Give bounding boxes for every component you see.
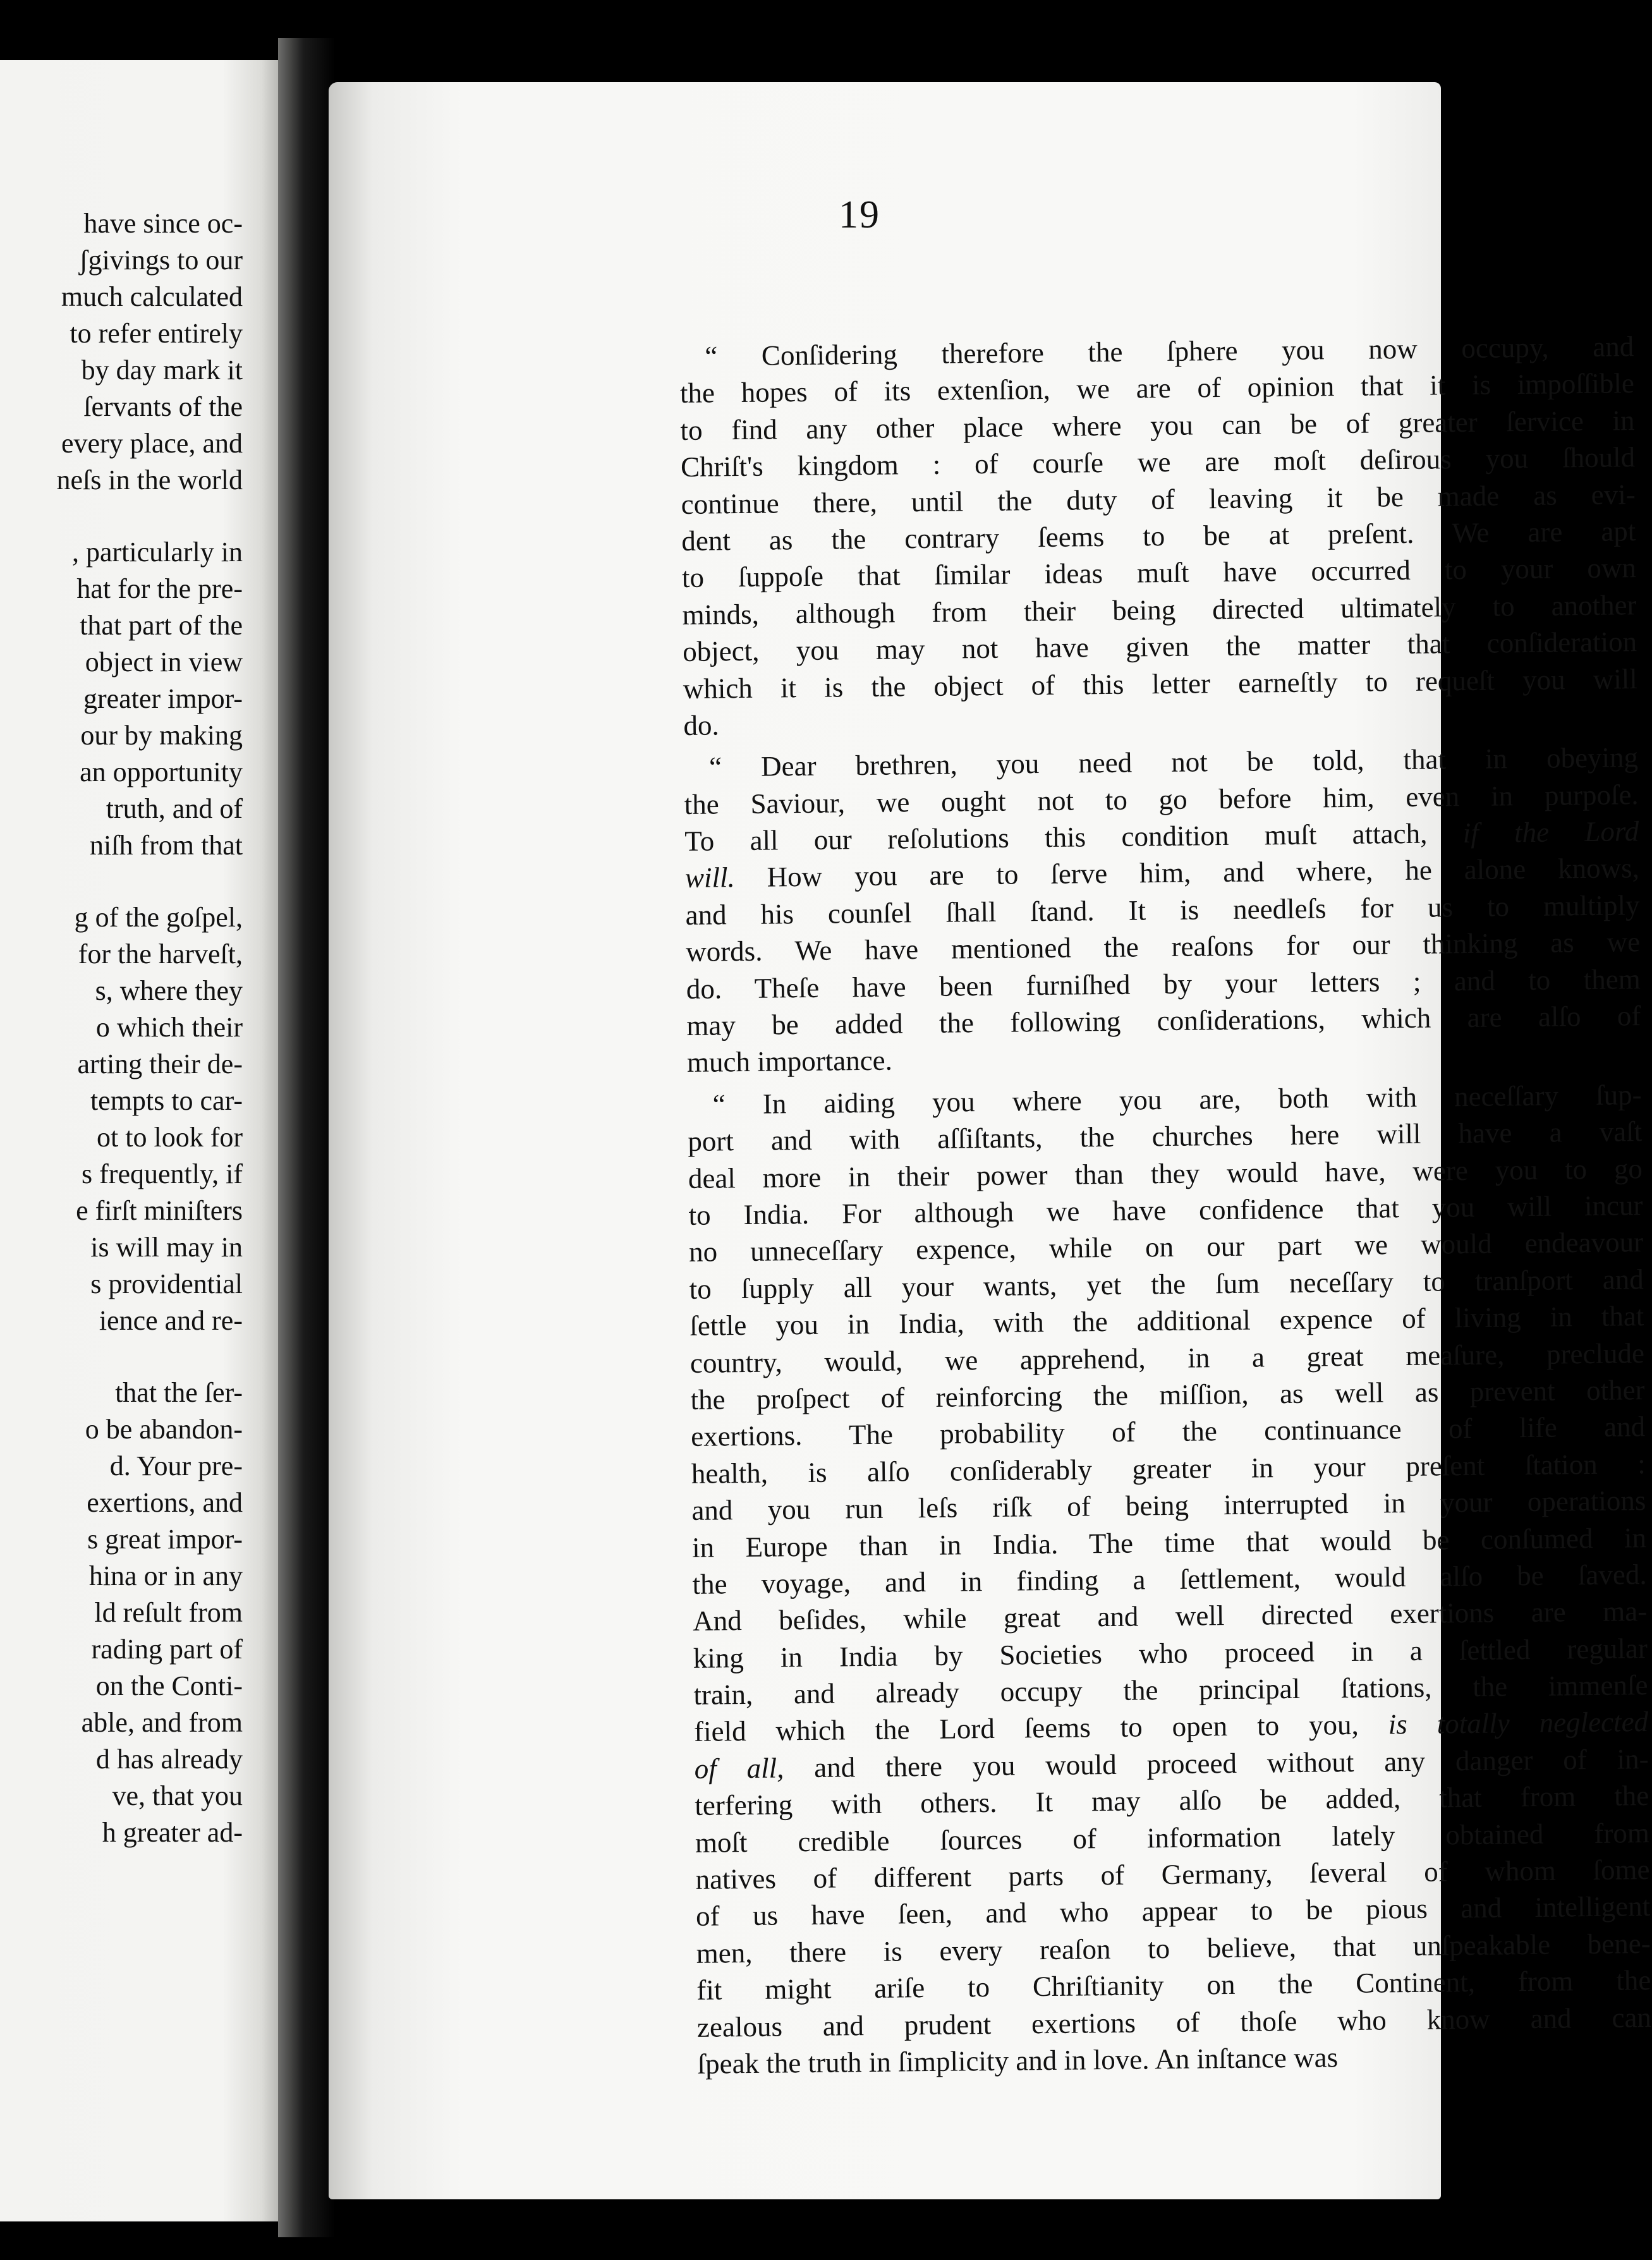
left-text-line: ſervants of the xyxy=(83,391,243,422)
left-text-line: have since oc- xyxy=(83,208,243,239)
paragraph xyxy=(679,328,1638,744)
text-line: ſettle you in India, with the additional expence of living in that xyxy=(689,1300,1644,1342)
left-text-line: is will may in xyxy=(90,1232,243,1263)
text-line: to find any other place where you can be of greater ſervice in xyxy=(680,404,1635,446)
left-paragraph-gap xyxy=(0,1339,243,1375)
text-line: of all, and there you would proceed without any danger of in- xyxy=(694,1742,1649,1785)
text-line: words. We have mentioned the reaſons for our thinking as we xyxy=(685,926,1641,968)
text-line: health, is alſo conſiderably greater in your preſent ſtation : xyxy=(691,1447,1646,1490)
text-line: Chriſt's kingdom : of courſe we are moſt deſirous you ſhould xyxy=(680,441,1636,483)
text-line: do. xyxy=(683,709,719,741)
text-line: in Europe than in India. The time that would be conſumed in xyxy=(691,1521,1647,1564)
left-text-line: ience and re- xyxy=(99,1305,243,1336)
text-line: do. Theſe have been furniſhed by your letters ; and to them xyxy=(686,963,1641,1005)
page-number: 19 xyxy=(839,193,880,236)
text-line: of us have ſeen, and who appear to be pious and intelligent xyxy=(695,1890,1651,1933)
text-line: “ Conſidering therefore the ſphere you now occupy, and xyxy=(705,331,1634,372)
left-text-line: g of the goſpel, xyxy=(74,902,243,933)
left-text-line: to refer entirely xyxy=(70,318,243,349)
text-line: country, would, we apprehend, in a great meaſure, preclude xyxy=(689,1337,1645,1379)
text-line: to ſupply all your wants, yet the ſum neceſſary to tranſport and xyxy=(689,1263,1644,1305)
text-line: fit might ariſe to Chriſtianity on the Continent, from the xyxy=(696,1964,1651,2007)
left-text-line: object in view xyxy=(85,647,243,677)
left-text-line: for the harveſt, xyxy=(78,939,243,969)
left-text-line: hina or in any xyxy=(88,1560,243,1591)
text-line: And beſides, while great and well directed exertions are ma- xyxy=(692,1595,1648,1637)
text-line: port and with aſſiſtants, the churches here will have a vaſt xyxy=(688,1115,1643,1158)
left-text-line: that the ſer- xyxy=(115,1377,243,1408)
text-line: minds, although from their being directed ultimately to another xyxy=(682,588,1637,631)
text-line: train, and already occupy the principal ſtations, the immenſe xyxy=(693,1669,1648,1711)
left-text-line: every place, and xyxy=(61,428,243,459)
left-text-line: o which their xyxy=(95,1012,243,1043)
left-text-line: rading part of xyxy=(91,1634,243,1665)
left-text-line: able, and from xyxy=(81,1707,243,1738)
left-text-line: d has already xyxy=(95,1744,243,1775)
left-text-line: ʃgivings to our xyxy=(78,245,243,276)
text-line: natives of different parts of Germany, ſeveral of whom ſome xyxy=(695,1854,1650,1895)
book-gutter xyxy=(278,38,335,2237)
text-line: no unneceſſary expence, while on our part we would endeavour xyxy=(688,1226,1644,1268)
text-line: and his counſel ſhall ſtand. It is needleſs for us to multiply xyxy=(685,889,1640,931)
left-text-line: arting their de- xyxy=(77,1048,243,1079)
text-line: moſt credible ſources of information lately obtained from xyxy=(695,1816,1650,1859)
left-page-text xyxy=(0,205,243,1851)
text-line: men, there is every reaſon to believe, that unſpeakable bene- xyxy=(696,1927,1651,1969)
left-text-line: e firſt miniſters xyxy=(76,1195,243,1226)
left-text-line: niſh from that xyxy=(90,830,243,861)
text-line: ſpeak the truth in ſimplicity and in love. An inſtance was xyxy=(697,2041,1339,2080)
text-line: “ In aiding you where you are, both with neceſſary ſup- xyxy=(712,1078,1642,1121)
left-text-line: greater impor- xyxy=(83,683,243,714)
left-text-line: s providential xyxy=(90,1268,243,1299)
text-line: To all our reſolutions this condition muſt attach, if the Lord xyxy=(684,815,1639,858)
text-line: the Saviour, we ought not to go before him, even in purpoſe. xyxy=(684,778,1639,820)
text-line: to ſuppoſe that ſimilar ideas muſt have occurred to your own xyxy=(681,552,1637,594)
text-line: terfering with others. It may alſo be added, that from the xyxy=(695,1780,1649,1822)
text-line: the hopes of its extenſion, we are of opinion that it is impoſſible xyxy=(679,367,1635,410)
text-line: zealous and prudent exertions of thoſe who know and can xyxy=(696,2001,1652,2043)
text-line: field which the Lord ſeems to open to you, is totally neglected xyxy=(693,1706,1649,1748)
text-line: may be added the following conſiderations, which are alſo of xyxy=(686,1000,1641,1042)
text-line: dent as the contrary ſeems to be at preſent. We are apt xyxy=(681,515,1636,557)
text-line: continue there, until the duty of leaving it be made as evi- xyxy=(681,478,1636,520)
left-text-line: o be abandon- xyxy=(85,1414,243,1445)
left-text-line: ve, that you xyxy=(112,1780,243,1811)
text-line: the voyage, and in finding a ſettlement, would alſo be ſaved. xyxy=(692,1558,1647,1600)
left-text-line: by day mark it xyxy=(81,355,243,386)
text-line: the proſpect of reinforcing the miſſion, as well as prevent other xyxy=(690,1374,1645,1416)
text-line: and you run leſs riſk of being interrupted in your operations xyxy=(691,1485,1646,1527)
paragraph xyxy=(684,739,1641,1081)
text-line: king in India by Societies who proceed in a ſettled regular xyxy=(693,1632,1648,1674)
left-text-line: ot to look for xyxy=(97,1122,243,1153)
left-paragraph-gap xyxy=(0,864,243,899)
text-line: will. How you are to ſerve him, and where, he alone knows, xyxy=(684,852,1640,894)
left-text-line: our by making xyxy=(80,720,243,751)
text-line: to India. For although we have confidence that you will incur xyxy=(688,1189,1643,1231)
left-page xyxy=(0,60,278,2221)
left-text-line: h greater ad- xyxy=(102,1817,243,1848)
left-text-line: s great impor- xyxy=(87,1524,243,1555)
left-text-line: s, where they xyxy=(95,975,243,1006)
left-text-line: , particularly in xyxy=(71,537,243,568)
text-line: much importance. xyxy=(686,1044,893,1079)
left-paragraph-gap xyxy=(0,499,243,534)
text-line: deal more in their power than they would have, were you to go xyxy=(688,1152,1643,1194)
text-line: which it is the object of this letter earneſtly to requeſt you will xyxy=(683,662,1637,705)
left-text-line: d. Your pre- xyxy=(109,1450,243,1481)
left-text-line: ld reſult from xyxy=(94,1597,243,1628)
left-text-line: tempts to car- xyxy=(90,1085,243,1116)
text-line: “ Dear brethren, you need not be told, that in obeying xyxy=(708,741,1639,783)
left-text-line: much calculated xyxy=(61,281,243,312)
left-text-line: neſs in the world xyxy=(56,465,243,495)
left-text-line: exertions, and xyxy=(87,1487,243,1518)
left-text-line: hat for the pre- xyxy=(76,573,243,604)
left-text-line: truth, and of xyxy=(106,793,243,824)
text-line: exertions. The probability of the continuance of life and xyxy=(690,1411,1646,1453)
text-line: object, you may not have given the matter that conſideration xyxy=(682,626,1637,668)
left-text-line: an opportunity xyxy=(80,756,243,787)
paragraph xyxy=(687,1076,1651,2082)
left-text-line: s frequently, if xyxy=(82,1158,243,1189)
left-text-line: on the Conti- xyxy=(95,1670,243,1701)
left-text-line: that part of the xyxy=(80,610,243,641)
right-page xyxy=(329,82,1652,2199)
right-page-text xyxy=(679,328,1652,2087)
